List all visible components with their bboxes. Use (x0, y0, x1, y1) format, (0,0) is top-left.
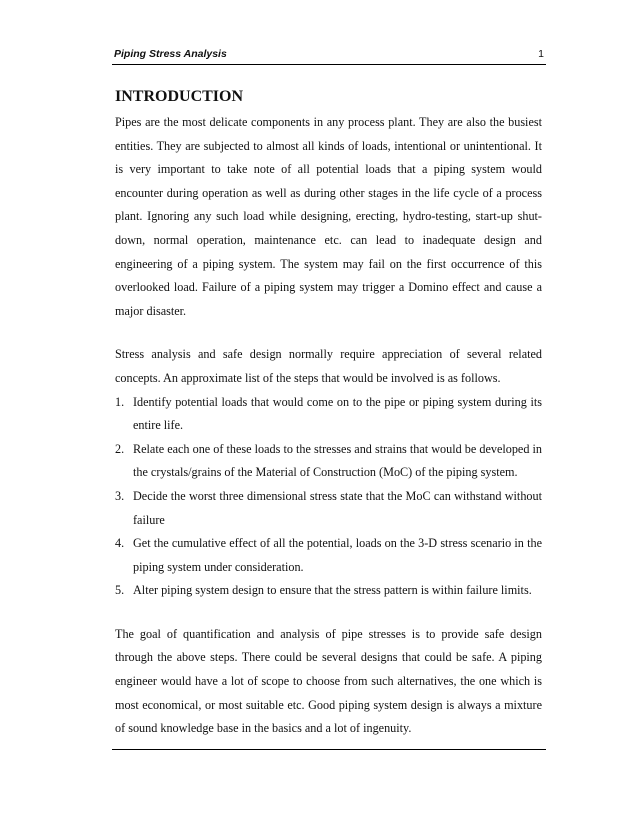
conclusion-paragraph: The goal of quantification and analysis of pipe stresses is to provide safe design through the above steps. There could be several designs that could be safe. A piping engineer would have a lot of scope to choose from such alternatives, the one which is most economical, or most suitable etc. Good piping system design is always a mixture of sound knowledge base in the basics and a lot of ingenuity. (115, 626, 542, 736)
list-item-number: 4. (115, 536, 125, 551)
list-item-text: Get the cumulative effect of all the potential, loads on the 3-D stress scenario in the piping system under consideration. (133, 536, 542, 574)
steps-intro-paragraph: Stress analysis and safe design normally require appreciation of several related concepts. An approximate list of the steps that would be involved is as follows. (115, 347, 542, 385)
list-item (115, 438, 542, 485)
list-item-number: 5. (115, 583, 125, 598)
steps-list (115, 391, 542, 603)
list-item (115, 579, 542, 603)
list-item (115, 532, 542, 579)
section-heading: INTRODUCTION (115, 88, 244, 105)
page-number: 1 (538, 48, 544, 60)
paragraph-gap (115, 323, 542, 343)
list-item-number: 2. (115, 441, 125, 456)
paragraph-gap (115, 603, 542, 623)
intro-paragraph: Pipes are the most delicate components in any process plant. They are also the busiest entities. They are subjected to almost all kinds of loads, intentional or unintentional. It is very important to take note of all potential loads that a piping system would encounter during operation as well as during other stages in the life cycle of a process plant. Ignoring any such load while designing, erecting, hydro-testing, start-up shut-down, normal operation, maintenance etc. can lead to inadequate design and engineering of a piping system. The system may fail on the first occurrence of this overlooked load. Failure of a piping system may trigger a Domino effect and cause a major disaster. (115, 115, 542, 318)
list-item-text: Identify potential loads that would come on to the pipe or piping system during its entire life. (133, 394, 542, 433)
page-header (112, 46, 546, 65)
list-item-text: Decide the worst three dimensional stress state that the MoC can withstand without failure (133, 488, 542, 527)
footer-rule (112, 749, 546, 750)
list-item-text: Alter piping system design to ensure that the stress pattern is within failure limits. (133, 583, 532, 598)
list-item (115, 391, 542, 438)
list-item-number: 1. (115, 394, 125, 409)
list-item (115, 485, 542, 532)
list-item-text: Relate each one of these loads to the stresses and strains that would be developed in the crystals/grains of the Material of Construction (MoC) of the piping system. (133, 441, 542, 480)
header-title: Piping Stress Analysis (114, 48, 227, 60)
list-item-number: 3. (115, 488, 125, 503)
document-body (115, 86, 542, 741)
